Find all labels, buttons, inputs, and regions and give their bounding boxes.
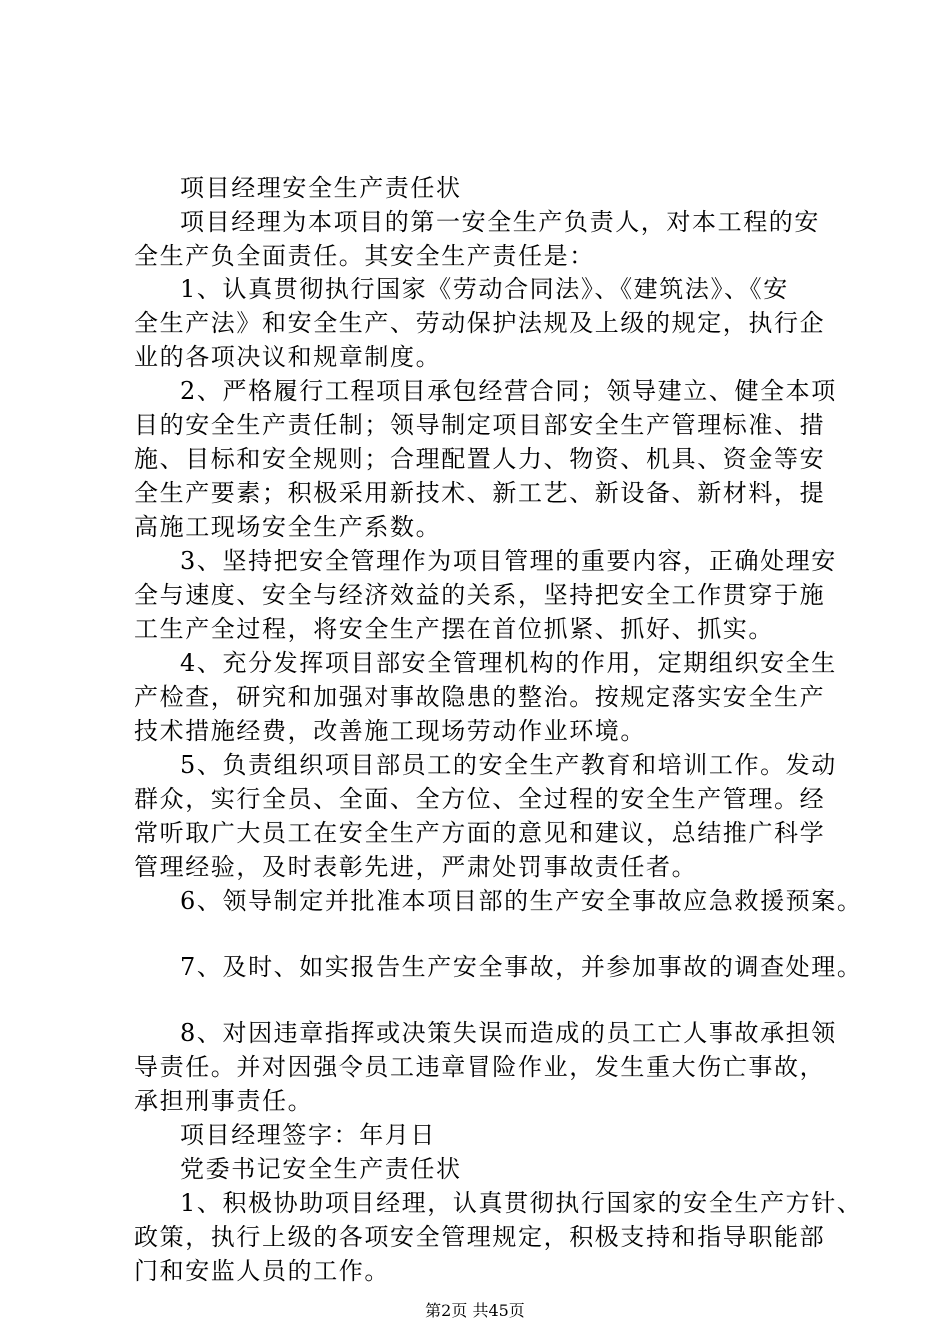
paragraph-line: 业的各项决议和规章制度。 bbox=[134, 343, 442, 371]
paragraph-line: 导责任。并对因强令员工违章冒险作业，发生重大伤亡事故， bbox=[134, 1053, 826, 1081]
paragraph-line: 产检查，研究和加强对事故隐患的整治。按规定落实安全生产 bbox=[134, 683, 826, 711]
paragraph-line: 常听取广大员工在安全生产方面的意见和建议，总结推广科学 bbox=[134, 819, 826, 847]
paragraph-line: 门和安监人员的工作。 bbox=[134, 1257, 390, 1285]
paragraph-line: 8、对因违章指挥或决策失误而造成的员工亡人事故承担领 bbox=[180, 1019, 837, 1047]
paragraph-line: 政策，执行上级的各项安全管理规定，积极支持和指导职能部 bbox=[134, 1223, 826, 1251]
paragraph-line: 高施工现场安全生产系数。 bbox=[134, 513, 442, 541]
paragraph-line: 承担刑事责任。 bbox=[134, 1087, 314, 1115]
paragraph-line: 工生产全过程，将安全生产摆在首位抓紧、抓好、抓实。 bbox=[134, 615, 774, 643]
paragraph-line: 1、认真贯彻执行国家《劳动合同法》、《建筑法》、《安 bbox=[180, 275, 789, 303]
paragraph-line: 全生产要素；积极采用新技术、新工艺、新设备、新材料，提 bbox=[134, 479, 826, 507]
paragraph-line: 技术措施经费，改善施工现场劳动作业环境。 bbox=[134, 717, 646, 745]
paragraph-line: 3、坚持把安全管理作为项目管理的重要内容，正确处理安 bbox=[180, 547, 837, 575]
paragraph-line: 全生产法》和安全生产、劳动保护法规及上级的规定，执行企 bbox=[134, 309, 826, 337]
paragraph-line: 7、及时、如实报告生产安全事故，并参加事故的调查处理。 bbox=[180, 953, 863, 981]
paragraph-line: 施、目标和安全规则；合理配置人力、物资、机具、资金等安 bbox=[134, 445, 826, 473]
section-title: 党委书记安全生产责任状 bbox=[180, 1155, 462, 1183]
section-title: 项目经理安全生产责任状 bbox=[180, 174, 462, 202]
paragraph-line: 群众，实行全员、全面、全方位、全过程的安全生产管理。经 bbox=[134, 785, 826, 813]
paragraph-line: 项目经理为本项目的第一安全生产负责人，对本工程的安 bbox=[180, 208, 820, 236]
signature-line: 项目经理签字：年月日 bbox=[180, 1121, 436, 1149]
page-number: 第2页 共45页 bbox=[425, 1301, 525, 1320]
paragraph-line: 5、负责组织项目部员工的安全生产教育和培训工作。发动 bbox=[180, 751, 837, 779]
paragraph-line: 4、充分发挥项目部安全管理机构的作用，定期组织安全生 bbox=[180, 649, 837, 677]
paragraph-line: 1、积极协助项目经理，认真贯彻执行国家的安全生产方针、 bbox=[180, 1189, 863, 1217]
paragraph-line: 6、领导制定并批准本项目部的生产安全事故应急救援预案。 bbox=[180, 887, 863, 915]
paragraph-line: 2、严格履行工程项目承包经营合同；领导建立、健全本项 bbox=[180, 377, 837, 405]
paragraph-line: 管理经验，及时表彰先进，严肃处罚事故责任者。 bbox=[134, 853, 698, 881]
paragraph-line: 全与速度、安全与经济效益的关系，坚持把安全工作贯穿于施 bbox=[134, 581, 826, 609]
paragraph-line: 目的安全生产责任制；领导制定项目部安全生产管理标准、措 bbox=[134, 411, 826, 439]
paragraph-line: 全生产负全面责任。其安全生产责任是： bbox=[134, 242, 595, 270]
